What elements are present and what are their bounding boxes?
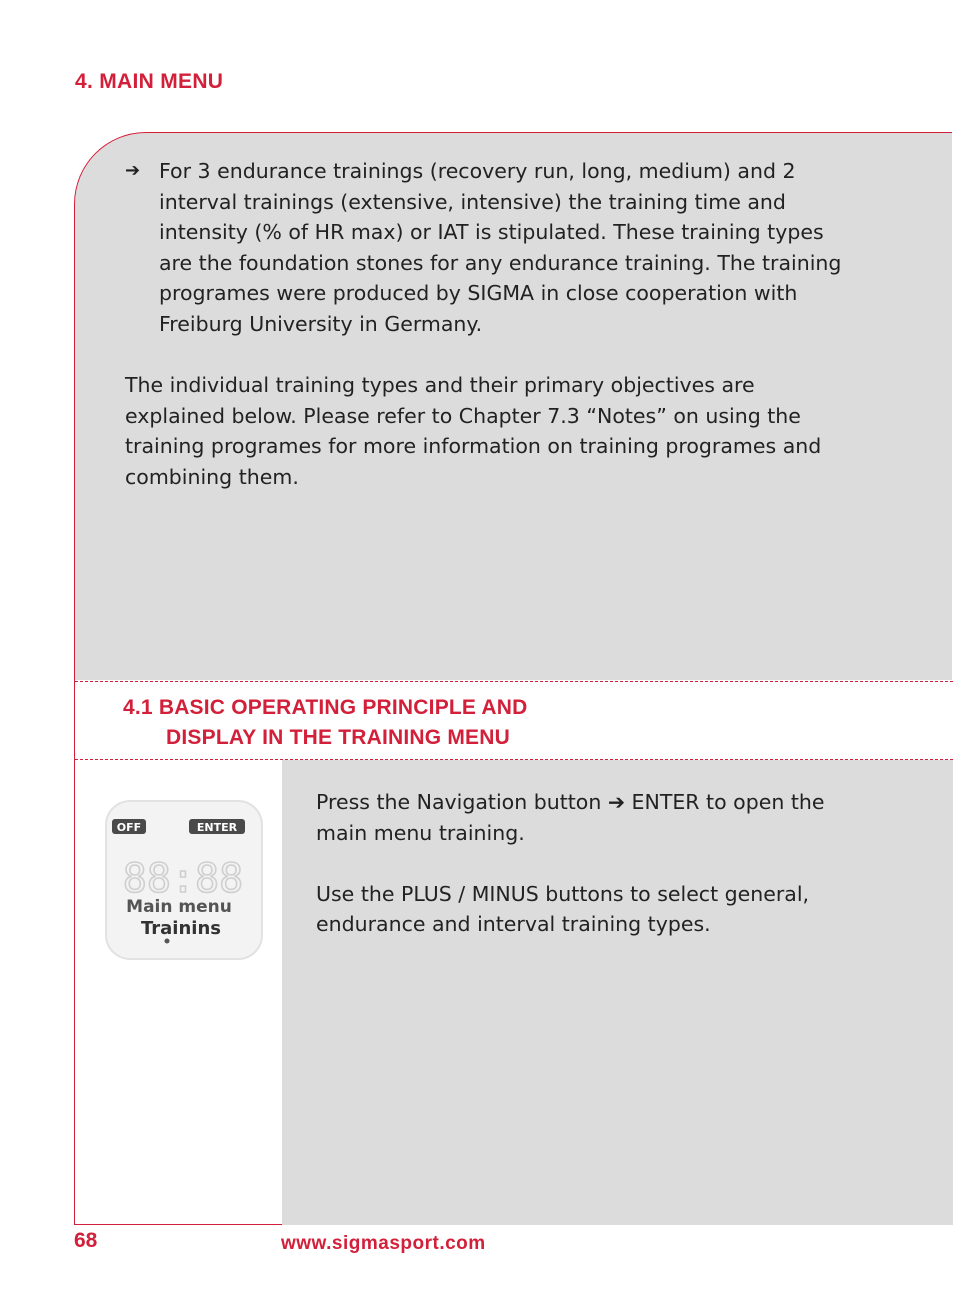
device-line2: Trainins — [140, 918, 222, 939]
intro-paragraph: The individual training types and their primary objectives are explained below. Please refer to Chapter 7.3 “Notes” on using the training programes for more information on training programes and combining them. — [125, 373, 822, 489]
intro-bullet-text: For 3 endurance trainings (recovery run, long, medium) and 2 interval trainings (extensive, intensive) the training time and intensity (% of HR max) or IAT is stipulated. These training types are the foundation stones for any endurance training. The training programes were produced by SIGMA in close cooperation with Freiburg University in Germany. — [159, 159, 842, 336]
enter-button-label: ENTER — [196, 821, 238, 834]
segment-digits: 88:88 — [122, 856, 244, 902]
arrow-icon: ➔ — [125, 160, 141, 181]
device-line1: Main menu — [126, 897, 232, 917]
off-button-label: OFF — [116, 821, 142, 834]
section-text — [316, 787, 856, 971]
intro-bullet — [125, 156, 845, 340]
section-paragraph-2: Use the PLUS / MINUS buttons to select general, endurance and interval training types. — [316, 881, 810, 937]
section-title — [123, 693, 527, 753]
page-number: 68 — [74, 1229, 98, 1252]
footer-url[interactable]: www.sigmasport.com — [281, 1233, 486, 1254]
section-title-line1: 4.1 BASIC OPERATING PRINCIPLE AND — [123, 696, 528, 719]
section-title-line2: DISPLAY IN THE TRAINING MENU — [166, 726, 510, 749]
section-paragraph-1: Press the Navigation button ➔ ENTER to open the main menu training. — [316, 790, 825, 845]
chapter-title: 4. MAIN MENU — [75, 70, 224, 93]
device-display-image — [105, 800, 263, 960]
